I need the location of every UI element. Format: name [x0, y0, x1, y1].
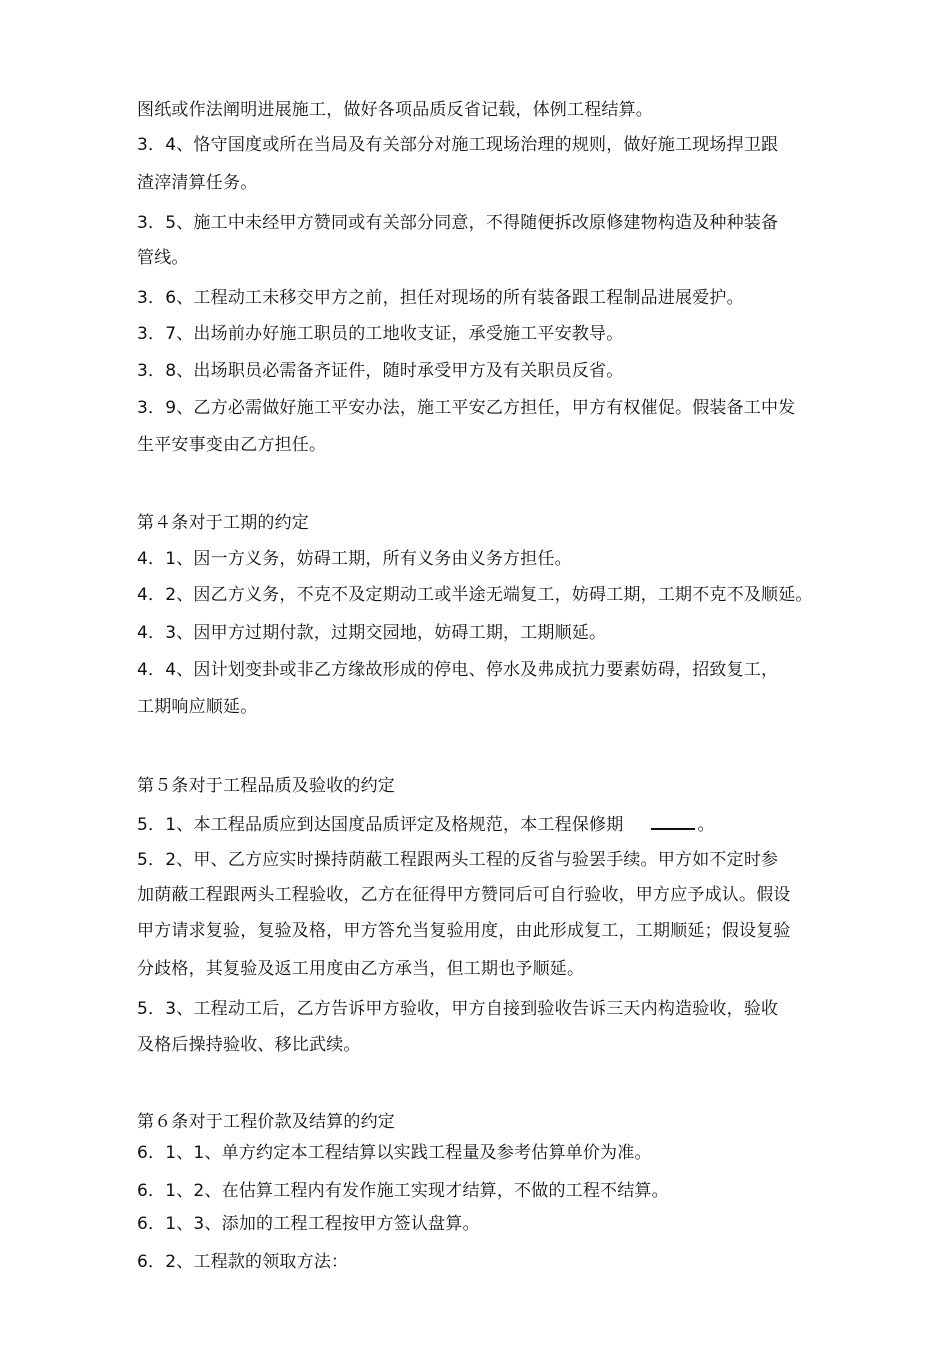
section-heading: 第６条对于工程价款及结算的约定	[137, 1112, 395, 1132]
text-line: 4．1、因一方义务，妨碍工期，所有义务由义务方担任。	[137, 549, 572, 569]
text-line: 3．9、乙方必需做好施工平安办法，施工平安乙方担任，甲方有权催促。假装备工中发	[137, 398, 796, 418]
text-line: 6．2、工程款的领取方法：	[137, 1252, 349, 1272]
text-line: 3．7、出场前办好施工职员的工地收支证，承受施工平安教导。	[137, 324, 624, 344]
text-line: 加荫蔽工程跟两头工程验收，乙方在征得甲方赞同后可自行验收，甲方应予成认。假设	[137, 885, 791, 905]
text-line: 甲方请求复验，复验及格，甲方答允当复验用度，由此形成复工，工期顺延；假设复验	[137, 921, 791, 941]
text-line: 3．8、出场职员必需备齐证件，随时承受甲方及有关职员反省。	[137, 361, 624, 381]
text-line: 工期响应顺延。	[137, 697, 258, 717]
text-segment: 5．1、本工程品质应到达国度品质评定及格规范，本工程保修期	[137, 815, 624, 835]
text-line: 6．1、2、在估算工程内有发作施工实现才结算，不做的工程不结算。	[137, 1181, 669, 1201]
text-line-with-blank	[137, 812, 715, 836]
text-line: 分歧格，其复验及返工用度由乙方承当，但工期也予顺延。	[137, 959, 585, 979]
text-line: 管线。	[137, 248, 189, 268]
section-heading: 第５条对于工程品质及验收的约定	[137, 776, 395, 796]
text-line: 渣滓清算任务。	[137, 173, 258, 193]
section-heading: 第４条对于工期的约定	[137, 513, 309, 533]
text-line: 4．3、因甲方过期付款，过期交园地，妨碍工期，工期顺延。	[137, 623, 607, 643]
text-line: 6．1、3、添加的工程工程按甲方签认盘算。	[137, 1214, 480, 1234]
text-line: 4．4、因计划变卦或非乙方缘故形成的停电、停水及弗成抗力要素妨碍，招致复工，	[137, 660, 779, 680]
text-line: 6．1、1、单方约定本工程结算以实践工程量及参考估算单价为准。	[137, 1143, 652, 1163]
fill-in-blank	[651, 812, 695, 830]
text-line: 3．6、工程动工未移交甲方之前，担任对现场的所有装备跟工程制品进展爱护。	[137, 288, 744, 308]
text-line: 生平安事变由乙方担任。	[137, 435, 327, 455]
text-line: 3．5、施工中未经甲方赞同或有关部分同意，不得随便拆改原修建物构造及种种装备	[137, 213, 779, 233]
text-segment: 。	[697, 815, 715, 835]
text-line: 4．2、因乙方义务，不克不及定期动工或半途无端复工，妨碍工期，工期不克不及顺延。	[137, 585, 813, 605]
text-line: 3．4、恪守国度或所在当局及有关部分对施工现场治理的规则，做好施工现场捍卫跟	[137, 135, 779, 155]
text-line: 5．2、甲、乙方应实时操持荫蔽工程跟两头工程的反省与验罢手续。甲方如不定时参	[137, 850, 779, 870]
text-line: 及格后操持验收、移比武续。	[137, 1035, 361, 1055]
text-line: 5．3、工程动工后，乙方告诉甲方验收，甲方自接到验收告诉三天内构造验收，验收	[137, 999, 779, 1019]
text-line: 图纸或作法阐明进展施工，做好各项品质反省记载，体例工程结算。	[137, 100, 653, 120]
